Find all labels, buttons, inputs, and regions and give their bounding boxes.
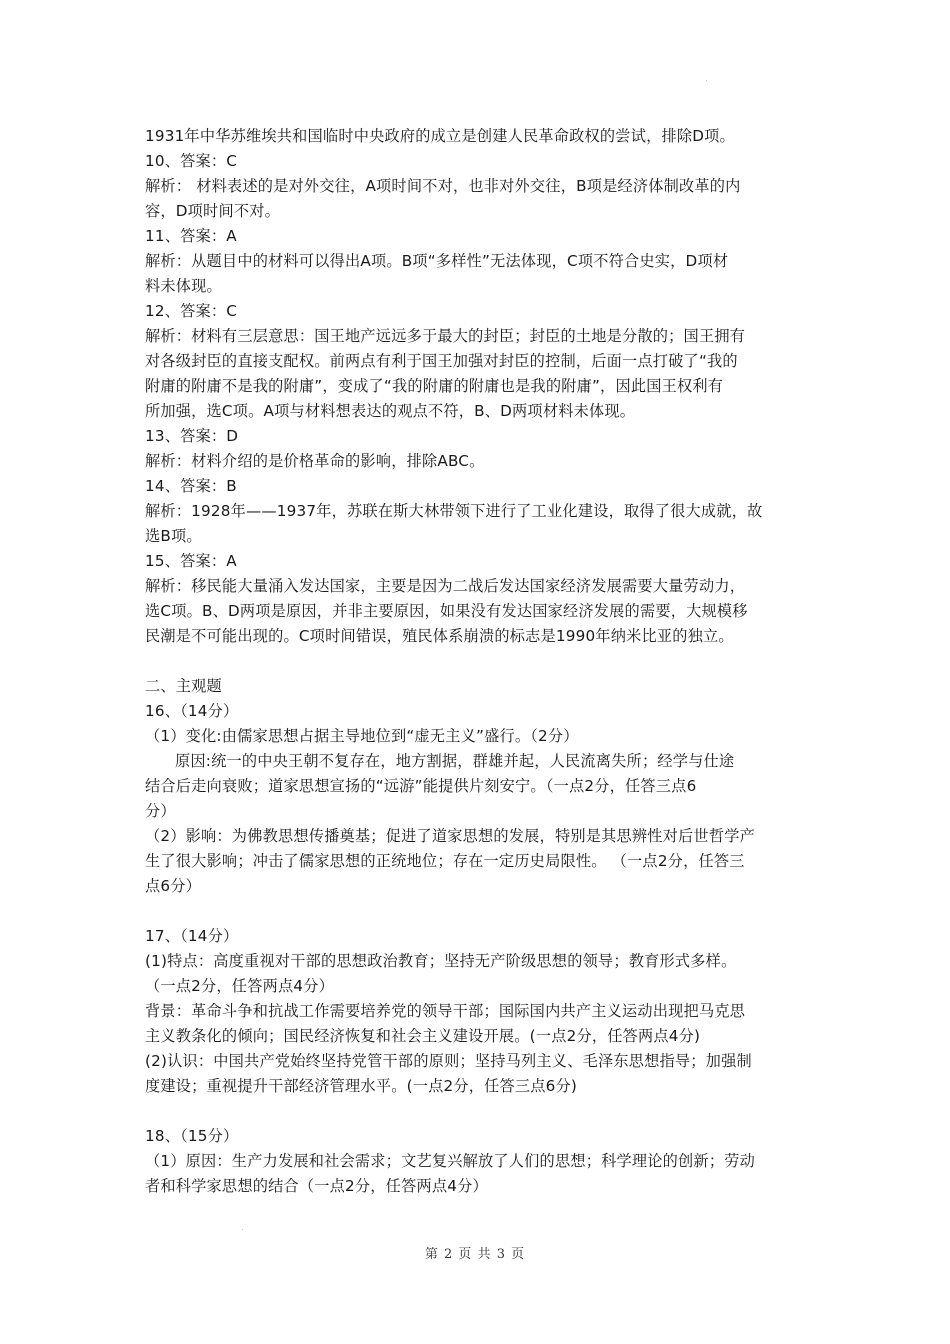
- answer-line-q15: 15、答案：A: [145, 552, 237, 570]
- explanation-line: 解析：1928年——1937年，苏联在斯大林带领下进行了工业化建设，取得了很大成就，故: [145, 502, 763, 520]
- answer-text-line: (2)认识：中国共产党始终坚持党管干部的原则；坚持马列主义、毛泽东思想指导；加强制: [145, 1052, 752, 1070]
- explanation-line: 解析：材料有三层意思：国王地产远远多于最大的封臣；封臣的土地是分散的；国王拥有: [145, 327, 746, 345]
- answer-text-line: 原因:统一的中央王朝不复存在，地方割据，群雄并起，人民流离失所；经学与仕途: [175, 752, 735, 770]
- answer-line-q11: 11、答案：A: [145, 227, 237, 245]
- answer-text-line: （1）原因：生产力发展和社会需求；文艺复兴解放了人们的思想；科学理论的创新；劳动: [145, 1152, 755, 1170]
- explanation-line: 解析：材料介绍的是价格革命的影响，排除ABC。: [145, 452, 485, 470]
- answer-text-line: 生了很大影响；冲击了儒家思想的正统地位；存在一定历史局限性。 （一点2分，任答三: [145, 852, 745, 870]
- answer-text-line: 主义教条化的倾向；国民经济恢复和社会主义建设开展。(一点2分，任答两点4分): [145, 1027, 701, 1045]
- question-heading-q16: 16、（14分）: [145, 702, 239, 720]
- answer-text-line: 度建设；重视提升干部经济管理水平。(一点2分，任答三点6分): [145, 1077, 578, 1095]
- answer-text-line: （一点2分，任答两点4分）: [145, 977, 334, 995]
- explanation-line: 民潮是不可能出现的。C项时间错误，殖民体系崩溃的标志是1990年纳米比亚的独立。: [145, 627, 734, 645]
- answer-line-q13: 13、答案：D: [145, 427, 239, 445]
- page-number-footer: 第 2 页 共 3 页: [424, 1247, 526, 1262]
- question-heading-q17: 17、（14分）: [145, 927, 239, 945]
- explanation-line: 对各级封臣的直接支配权。前两点有利于国王加强对封臣的控制，后面一点打破了“我的: [145, 352, 738, 370]
- answer-line-q10: 10、答案：C: [145, 152, 238, 170]
- answer-text-line: 背景：革命斗争和抗战工作需要培养党的领导干部；国际国内共产主义运动出现把马克思: [145, 1002, 746, 1020]
- answer-text-line: 分）: [145, 802, 176, 820]
- explanation-line: 选B项。: [145, 527, 202, 545]
- blank-line: [145, 1099, 815, 1124]
- blank-line: [145, 899, 815, 924]
- answer-text-line: 者和科学家思想的结合（一点2分，任答两点4分）: [145, 1177, 488, 1195]
- scan-speck: [242, 1229, 243, 1230]
- answer-text-line: 结合后走向衰败；道家思想宣扬的“远游”能提供片刻安宁。（一点2分，任答三点6: [145, 777, 697, 795]
- explanation-line: 附庸的附庸不是我的附庸”，变成了“我的附庸的附庸也是我的附庸”，因此国王权利有: [145, 377, 724, 395]
- explanation-line: 料未体现。: [145, 277, 222, 295]
- explanation-line: 选C项。B、D两项是原因，并非主要原因，如果没有发达国家经济发展的需要，大规模移: [145, 602, 748, 620]
- answer-key-body: [145, 124, 815, 1199]
- explanation-line: 所加强，选C项。A项与材料想表达的观点不符，B、D两项材料未体现。: [145, 402, 636, 420]
- explanation-line: 容，D项时间不对。: [145, 202, 280, 220]
- section-heading: 二、主观题: [145, 677, 222, 695]
- text-line: 1931年中华苏维埃共和国临时中央政府的成立是创建人民革命政权的尝试，排除D项。: [145, 127, 735, 145]
- explanation-line: 解析：从题目中的材料可以得出A项。B项“多样性”无法体现，C项不符合史实，D项材: [145, 252, 729, 270]
- answer-line-q14: 14、答案：B: [145, 477, 237, 495]
- answer-text-line: 点6分）: [145, 877, 202, 895]
- explanation-line: 解析： 材料表述的是对外交往，A项时间不对，也非对外交往，B项是经济体制改革的内: [145, 177, 741, 195]
- explanation-line: 解析：移民能大量涌入发达国家，主要是因为二战后发达国家经济发展需要大量劳动力，: [145, 577, 746, 595]
- answer-text-line: （1）变化:由儒家思想占据主导地位到“虚无主义”盛行。（2分）: [145, 727, 579, 745]
- question-heading-q18: 18、（15分）: [145, 1127, 239, 1145]
- blank-line: [145, 649, 815, 674]
- scan-speck: [706, 80, 707, 81]
- answer-text-line: (1)特点：高度重视对干部的思想政治教育；坚持无产阶级思想的领导；教育形式多样。: [145, 952, 737, 970]
- answer-text-line: （2）影响：为佛教思想传播奠基；促进了道家思想的发展，特别是其思辨性对后世哲学产: [145, 827, 755, 845]
- answer-line-q12: 12、答案：C: [145, 302, 238, 320]
